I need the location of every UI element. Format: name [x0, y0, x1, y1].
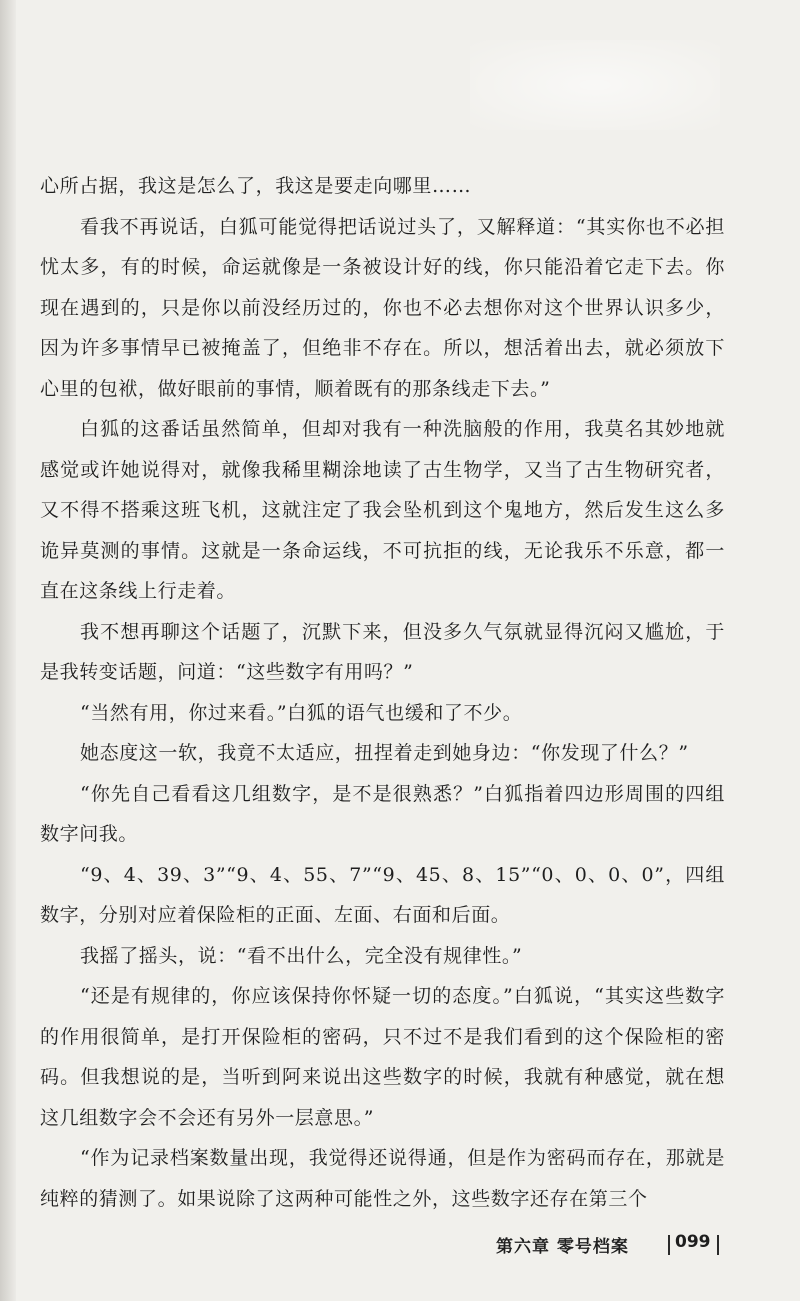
paragraph-continuation: 心所占据，我这是怎么了，我这是要走向哪里……	[40, 175, 472, 197]
paragraph: “你先自己看看这几组数字，是不是很熟悉？”白狐指着四边形周围的四组数字问我。	[40, 782, 725, 845]
body-text	[40, 166, 725, 1219]
scan-highlight	[470, 40, 720, 130]
paragraph: “9、4、39、3”“9、4、55、7”“9、45、8、15”“0、0、0、0”，四组数字，分别对应着保险柜的正面、左面、右面和后面。	[40, 863, 725, 926]
paragraph: 我不想再聊这个话题了，沉默下来，但没多久气氛就显得沉闷又尴尬，于是我转变话题，问道：“这些数字有用吗？”	[40, 620, 725, 683]
paragraph: “作为记录档案数量出现，我觉得还说得通，但是作为密码而存在，那就是纯粹的猜测了。如果说除了这两种可能性之外，这些数字还存在第三个	[40, 1147, 725, 1210]
paragraph: 我摇了摇头，说：“看不出什么，完全没有规律性。”	[80, 944, 523, 967]
footer-divider-left	[668, 1235, 670, 1255]
paragraph: “当然有用，你过来看。”白狐的语气也缓和了不少。	[80, 701, 523, 724]
page-binding-edge	[0, 0, 16, 1301]
paragraph: 看我不再说话，白狐可能觉得把话说过头了，又解释道：“其实你也不必担忧太多，有的时候，命运就像是一条被设计好的线，你只能沿着它走下去。你现在遇到的，只是你以前没经历过的，你也不必去想你对这个世界认识多少，因为许多事情早已被掩盖了，但绝非不存在。所以，想活着出去，就必须放下心里的包袱，做好眼前的事情，顺着既有的那条线走下去。”	[40, 215, 725, 400]
footer-divider-right	[717, 1235, 719, 1255]
paragraph: “还是有规律的，你应该保持你怀疑一切的态度。”白狐说，“其实这些数字的作用很简单，是打开保险柜的密码，只不过不是我们看到的这个保险柜的密码。但我想说的是，当听到阿来说出这些数字的时候，我就有种感觉，就在想这几组数字会不会还有另外一层意思。”	[40, 985, 725, 1129]
page-number: 099	[675, 1232, 711, 1252]
paragraph: 白狐的这番话虽然简单，但却对我有一种洗脑般的作用，我莫名其妙地就感觉或许她说得对，就像我稀里糊涂地读了古生物学，又当了古生物研究者，又不得不搭乘这班飞机，这就注定了我会坠机到这个鬼地方，然后发生这么多诡异莫测的事情。这就是一条命运线，不可抗拒的线，无论我乐不乐意，都一直在这条线上行走着。	[40, 418, 725, 602]
page-footer	[0, 1232, 800, 1262]
chapter-title: 第六章 零号档案	[496, 1237, 629, 1257]
paragraph: 她态度这一软，我竟不太适应，扭捏着走到她身边：“你发现了什么？”	[80, 742, 689, 764]
